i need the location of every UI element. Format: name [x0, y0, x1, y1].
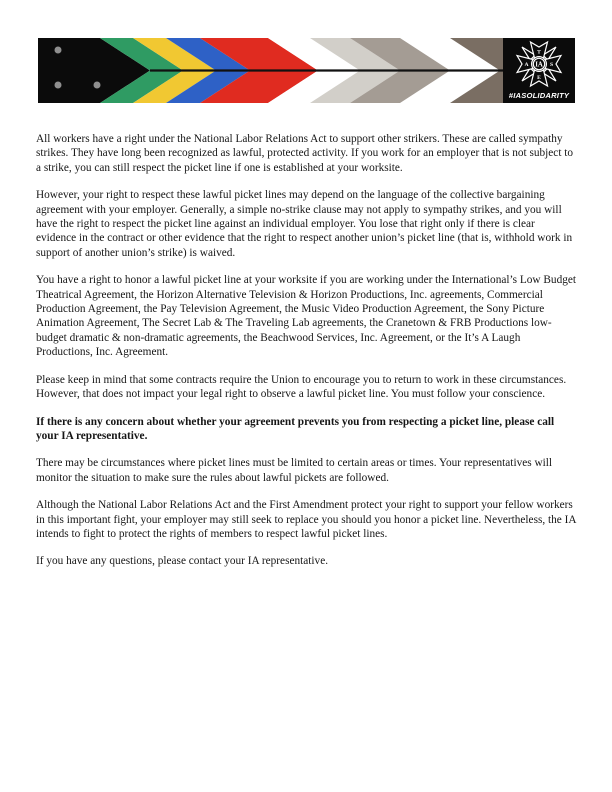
hashtag-label: #IASOLIDARITY [508, 91, 570, 100]
logo-letter-t: T [537, 49, 541, 56]
body-paragraph: If you have any questions, please contact your IA representative. [36, 555, 329, 568]
solidarity-banner [38, 38, 575, 103]
logo-letter-s: S [549, 62, 554, 68]
body-paragraph: All workers have a right under the National Labor Relations Act to support other strikers. These are called sympathy strikes. They have long been recognized as lawful, protected activity. If you work for an employer that is not subject to a strike, you can still respect the picket line if one is established at your worksite. [36, 133, 574, 174]
body-paragraph: You have a right to honor a lawful picket line at your worksite if you are working under the International’s Low Budget Theatrical Agreement, the Horizon Alternative Television & Horizon Productions, Inc. agreements, Commercial Production Agreement, the Pay Television Agreement, the Music Video Production Agreement, the Sony Picture Animation Agreement, The Secret Lab & The Traveling Lab agreements, the Cranetown & FRB Productions low-budget dramatic & non-dramatic agreements, the Beachwood Services, Inc. Agreement, or the It’s A Laugh Productions, Inc. Agreement. [36, 274, 577, 359]
document-body [36, 132, 577, 582]
body-paragraph: Please keep in mind that some contracts require the Union to encourage you to return to work in these circumstances. However, that does not impact your legal right to observe a lawful picket line. You must follow your conscience. [36, 373, 567, 401]
grommet-dot [55, 47, 62, 54]
iatse-logo [517, 42, 561, 86]
grommet-dot [94, 82, 101, 89]
logo-monogram: IA [535, 61, 543, 69]
body-paragraph-bold-notice: If there is any concern about whether your agreement prevents you from respecting a picket line, please call your IA representative. [36, 415, 555, 442]
body-paragraph: However, your right to respect these lawful picket lines may depend on the language of the collective bargaining agreement with your employer. Generally, a simple no-strike clause may not apply to sympathy strikes, and you will have the right to respect the picket line against an individual employer. You lose that right only if there is clear evidence in the contract or other evidence that the right to respect another union’s picket line (that is, withhold work in support of another union’s strike) is waived. [36, 189, 573, 259]
logo-letter-e: E [537, 75, 541, 81]
body-paragraph: Although the National Labor Relations Act and the First Amendment protect your right to support your fellow workers in this important fight, your employer may still seek to replace you should you honor a picket line. Nevertheless, the IA intends to fight to protect the rights of members to respect lawful picket lines. [36, 499, 576, 540]
body-paragraph: There may be circumstances where picket lines must be limited to certain areas or times. Your representatives will monitor the situation to make sure the rules about lawful pickets are followed. [36, 457, 553, 484]
logo-letter-a: A [524, 62, 529, 68]
grommet-dot [55, 82, 62, 89]
banner-graphic [38, 38, 575, 103]
